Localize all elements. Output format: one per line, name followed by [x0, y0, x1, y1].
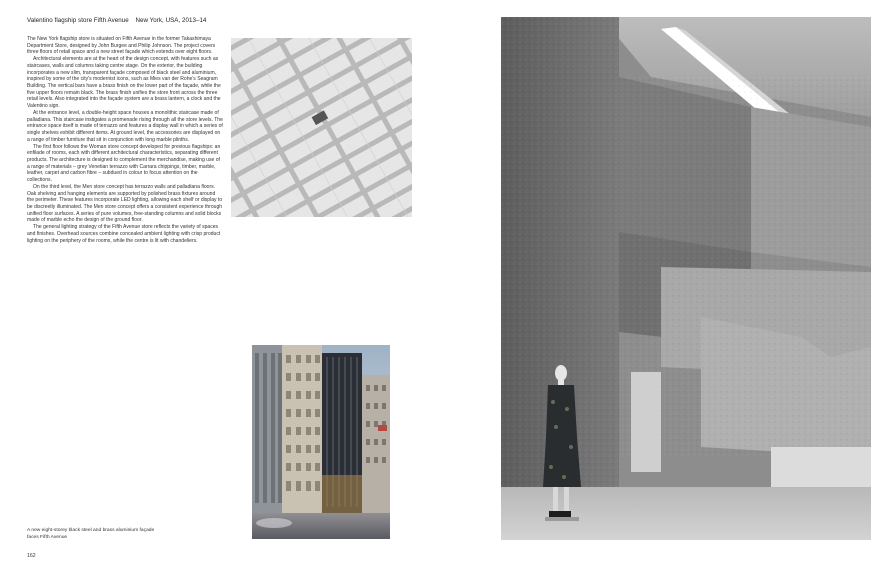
paragraph: Architectural elements are at the heart of the design concept, with features such as staircases, walls and columns taking centre stage. On the exterior, the building incorporates a new slim, transparent façade composed of black steel and aluminium, inspired by some of the city's modernist icons, such as Mies van der Rohe's Seagram Building. The vertical bars have a brass finish on the lower part of the façade, while the five upper floors remain black. The brass finish unifies the store front across the three retail levels. Also integrated into the façade system are a brass lantern, a clock and the Valentino sign. [27, 56, 221, 110]
interior-photo [501, 17, 871, 540]
page-number: 162 [27, 553, 36, 559]
paragraph: The New York flagship store is situated on Fifth Avenue in the former Takashimaya Department Store, designed by John Burgee and Philip Johnson. The project covers three floors of retail space and a new street façade which extends over eight floors. [27, 36, 216, 56]
page-header [27, 17, 206, 24]
street-facade-photo [252, 345, 390, 539]
project-location: New York, USA, 2013–14 [135, 17, 207, 24]
paragraph: At the entrance level, a double-height space houses a monolithic staircase made of palladiana. This staircase instigates a promenade rising through all the store levels. The entrance space itself is made of terrazzo and features a display wall in which a series of single shelves exhibit different items. At ground level, the accessories are displayed on a range of timber furniture that sit in conjunction with long marble plinths. [27, 109, 223, 143]
paragraph: The general lighting strategy of the Fifth Avenue store reflects the variety of spaces and finishes. Overhead sources combine concealed ambient lighting with crisp product lighting on the periphery of the rooms, while the centre is lit with chandeliers. [27, 224, 221, 244]
photo-caption: A new eight-storey black steel and brass aluminium façade faces Fifth Avenue [27, 528, 155, 540]
project-title: Valentino flagship store Fifth Avenue [27, 17, 129, 24]
site-map [231, 38, 412, 217]
paragraph: The first floor follows the Woman store concept developed for previous flagships: an enfilade of rooms, each with different architectural characteristics, separating different products. The architecture is designed to complement the merchandise, making use of a range of materials – grey Venetian terrazzo with Carrara chippings, timber, marble, leather, carpet and carbon fibre – subdued in colour to focus attention on the collections. [27, 143, 221, 184]
paragraph: On the third level, the Men store concept has terrazzo walls and palladiana floors. Oak shelving and hanging elements are supported by polished brass fixtures around the perimeter. These features incorporate LED lighting, allowing each shelf or display to be discreetly illuminated. The Men store concept offers a consistent experience through unified floor surfaces. A series of pure volumes, free-standing columns and solid blocks made of marble echo the design of the ground floor. [27, 183, 223, 224]
body-text [27, 36, 223, 244]
